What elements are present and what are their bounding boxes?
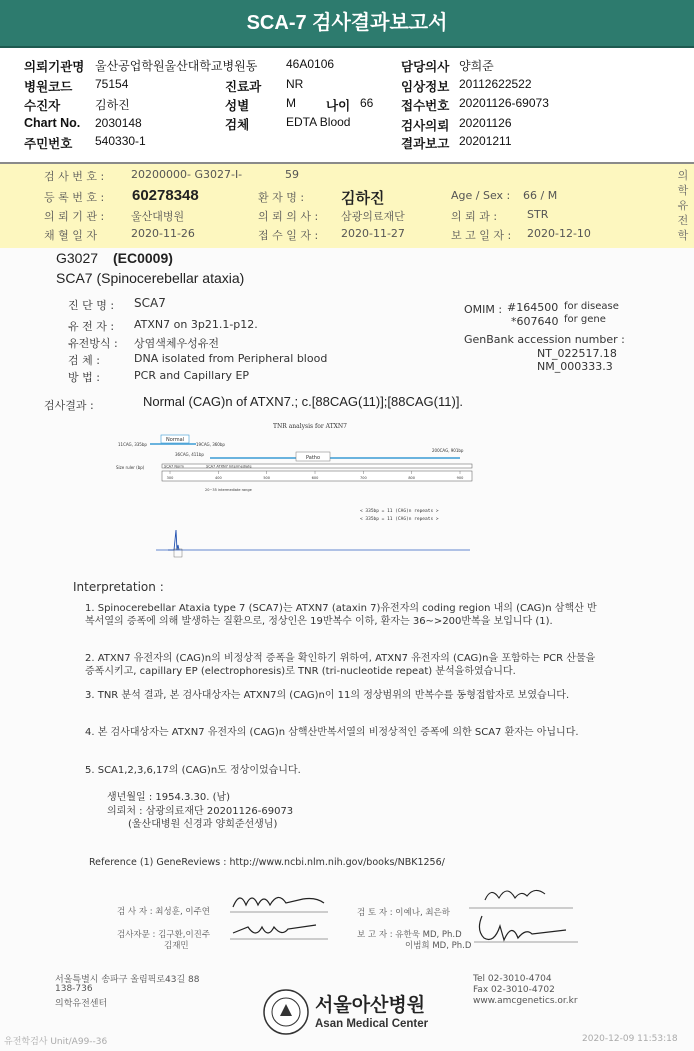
code-label: 병원코드	[24, 80, 73, 94]
method-label: 방 법 :	[68, 371, 100, 384]
consult-label-2: 김재민	[164, 941, 189, 951]
peak-note-1: < 335bp = 11 (CAG)n repeats >	[360, 509, 439, 514]
specimen-value: EDTA Blood	[286, 115, 351, 129]
address-1: 서울특별시 송파구 올림픽로43길 88	[55, 975, 200, 985]
age-sex-value: 66 / M	[523, 189, 558, 202]
ward-label: 의 뢰 과 :	[451, 210, 498, 223]
reference: Reference (1) GeneReviews : http://www.ncbi.nlm.nih.gov/books/NBK1256/	[89, 857, 445, 868]
exam-no-value: 20200000- G3027-I-	[131, 168, 243, 181]
result-value: Normal (CAG)n of ATXN7.; c.[88CAG(11)];[88CAG(11)].	[143, 394, 464, 409]
omim-label: OMIM :	[464, 303, 503, 316]
gene-label: 유 전 자 :	[68, 320, 115, 333]
omim-1-note: for disease	[564, 301, 619, 312]
request-value: 20201126	[459, 116, 512, 130]
test-ec: (EC0009)	[113, 250, 173, 266]
report-date-label: 보 고 일 자 :	[451, 229, 512, 242]
receipt-label: 접수번호	[401, 99, 450, 113]
resident-label: 주민번호	[24, 137, 73, 151]
logo-korean: 서울아산병원	[315, 994, 426, 1016]
ruler-tick-label: 400	[214, 476, 222, 480]
interp-item-5: 5. SCA1,2,3,6,17의 (CAG)n도 정상이었습니다.	[85, 765, 301, 776]
clinical-label: 임상정보	[401, 80, 450, 94]
ruler-tick-label: 600	[311, 476, 319, 480]
peak-note-2: < 335bp = 11 (CAG)n repeats >	[360, 517, 439, 522]
resident-value: 540330-1	[95, 134, 146, 148]
age-label: 나이	[326, 99, 351, 113]
patient-label: 수진자	[24, 99, 61, 113]
report-title: SCA-7 검사결과보고서	[0, 0, 694, 46]
interp-item-4: 4. 본 검사대상자는 ATXN7 유전자의 (CAG)n 삼핵산반복서열의 비정상적인 증폭에 의한 SCA7 환자는 아닙니다.	[85, 727, 579, 738]
test-code: G3027	[56, 250, 99, 266]
reporter-label-2: 이범희 MD, Ph.D	[405, 941, 472, 951]
hospital-value: 울산공업학원울산대학교병원동	[95, 59, 258, 73]
seg1-label: SCA7 Norm	[164, 464, 184, 469]
interp-title: Interpretation :	[73, 580, 164, 594]
ruler-tick-label: 500	[263, 476, 271, 480]
clinical-value: 20112622522	[459, 77, 532, 91]
tel: Tel 02-3010-4704	[473, 974, 552, 984]
report-value: 20201211	[459, 134, 512, 148]
age-value: 66	[360, 96, 374, 110]
requester-value: 삼광의료재단	[341, 210, 405, 223]
report-date-value: 2020-12-10	[527, 227, 591, 240]
omim-2: *607640	[511, 315, 559, 328]
ref-line: 의뢰처 : 삼광의료재단 20201126-69073	[107, 806, 294, 817]
ruler-tick-label: 800	[408, 476, 416, 480]
hospital-code: 46A0106	[286, 57, 335, 71]
age-sex-label: Age / Sex :	[451, 189, 511, 202]
reporter-signature	[470, 908, 580, 948]
reporter-label: 보 고 자 : 유한욱 MD, Ph.D	[357, 930, 462, 940]
patient-name-label: 환 자 명 :	[258, 191, 305, 204]
code-value: 75154	[95, 77, 129, 91]
size-label: Size ruler (bp)	[116, 465, 145, 470]
footer-right: 2020-12-09 11:53:18	[582, 1034, 678, 1044]
address-3: 의학유전센터	[55, 999, 108, 1009]
patient-name-value: 김하진	[341, 190, 385, 207]
intermediate-label: 20~35 intermediate range	[205, 488, 252, 492]
footer-left: 유전학검사 Unit/A99--36	[4, 1037, 108, 1047]
birth-line: 생년월일 : 1954.3.30. (남)	[107, 792, 231, 803]
spec-value: DNA isolated from Peripheral blood	[134, 352, 328, 365]
exam-no-label: 검 사 번 호 :	[44, 170, 105, 183]
mid2-label: 36CAG, 411bp	[175, 452, 204, 457]
collect-value: 2020-11-26	[131, 227, 195, 240]
omim-1: #164500	[507, 301, 559, 314]
header-divider	[0, 46, 694, 48]
requester-label: 의 뢰 의 사 :	[258, 210, 319, 223]
receipt-value: 20201126-69073	[459, 96, 549, 110]
exam-no-suffix: 59	[285, 168, 299, 181]
figure-title: TNR analysis for ATXN7	[273, 423, 347, 430]
doctor-label: 담당의사	[401, 60, 450, 74]
address-2: 138-736	[55, 984, 93, 994]
diag-value: SCA7	[134, 296, 166, 310]
examiner-label: 검 사 자 : 최성훈, 이주연	[117, 907, 210, 917]
patient-value: 김하진	[95, 98, 130, 112]
consult-signature	[228, 915, 328, 947]
fax: Fax 02-3010-4702	[473, 985, 555, 995]
method-value: PCR and Capillary EP	[134, 369, 250, 382]
sex-label: 성별	[225, 99, 250, 113]
right-label: 200CAG, 901bp	[432, 448, 464, 453]
ruler-tick-label: 700	[359, 476, 367, 480]
result-label: 검사결과 :	[44, 399, 94, 412]
omim-2-note: for gene	[564, 314, 606, 325]
diag-label: 진 단 명 :	[68, 299, 115, 312]
report-label: 결과보고	[401, 137, 450, 151]
seg2-label: SCA7 ATXN7 Intermediate	[206, 464, 252, 469]
trace-peak	[168, 530, 179, 550]
side-vertical-text: 의학유전학	[677, 169, 689, 242]
doctor-value: 양희준	[459, 59, 494, 73]
reviewer-label: 검 토 자 : 이예나, 최은하	[357, 908, 450, 918]
receive-label: 접 수 일 자 :	[258, 229, 319, 242]
genbank-label: GenBank accession number :	[464, 333, 625, 346]
chart-label: Chart No.	[24, 116, 81, 130]
spec-label: 검 체 :	[68, 354, 100, 367]
asan-logo-icon	[262, 988, 310, 1036]
interp-item-1: 1. Spinocerebellar Ataxia type 7 (SCA7)는 ATXN7 (ataxin 7)유전자의 coding region 내의 (CAG)n 삼핵산 반복서열의 증폭에 의해 발생하는 질환으로, 정상인은 19반복수 이하, 환자는 36~>200반복을 보입니다 (1).	[85, 603, 597, 627]
patho-label: Patho	[305, 455, 321, 461]
ward-value: STR	[527, 208, 549, 221]
sex-value: M	[286, 96, 296, 110]
hospital-line: (울산대병원 신경과 양희준선생님)	[128, 819, 278, 830]
org-value: 울산대병원	[131, 210, 185, 223]
org-label: 의 뢰 기 관 :	[44, 210, 105, 223]
reg-label: 등 록 번 호 :	[44, 191, 105, 204]
interp-item-3: 3. TNR 분석 결과, 본 검사대상자는 ATXN7의 (CAG)n이 11의 정상범위의 반복수를 동형접합자로 보였습니다.	[85, 690, 570, 701]
consult-label: 검사자문 : 김구환,이진주	[117, 930, 211, 940]
inherit-label: 유전방식 :	[68, 337, 118, 350]
genbank-2: NM_000333.3	[537, 360, 613, 373]
test-name: SCA7 (Spinocerebellar ataxia)	[56, 270, 245, 286]
specimen-label: 검체	[225, 118, 250, 132]
collect-label: 채 혈 일 자	[44, 229, 97, 242]
left-label: 11CAG, 335bp	[118, 442, 147, 447]
ruler-tick-label: 300	[166, 476, 174, 480]
interp-item-2: 2. ATXN7 유전자의 (CAG)n의 비정상적 증폭을 확인하기 위하여, ATXN7 유전자의 (CAG)n을 포함하는 PCR 산물을 증폭시키고, capillary EP (electrophoresis)로 TNR (tri-nucleotide repeat) 분석을하였습니다.	[85, 653, 596, 677]
tnr-figure	[110, 418, 510, 560]
dept-label: 진료과	[225, 80, 262, 94]
receive-value: 2020-11-27	[341, 227, 405, 240]
ruler-tick-label: 900	[456, 476, 464, 480]
chart-value: 2030148	[95, 116, 142, 130]
inherit-value: 상염색체우성유전	[134, 337, 220, 350]
normal-label: Normal	[165, 437, 185, 443]
request-label: 검사의뢰	[401, 119, 450, 133]
hospital-label: 의뢰기관명	[24, 60, 85, 74]
mid-label: 19CAG, 360bp	[196, 442, 225, 447]
reg-value: 60278348	[132, 187, 199, 204]
web: www.amcgenetics.or.kr	[473, 996, 578, 1006]
dept-value: NR	[286, 77, 304, 91]
gene-value: ATXN7 on 3p21.1-p12.	[134, 318, 258, 331]
genbank-1: NT_022517.18	[537, 347, 617, 360]
logo-english: Asan Medical Center	[315, 1018, 429, 1030]
